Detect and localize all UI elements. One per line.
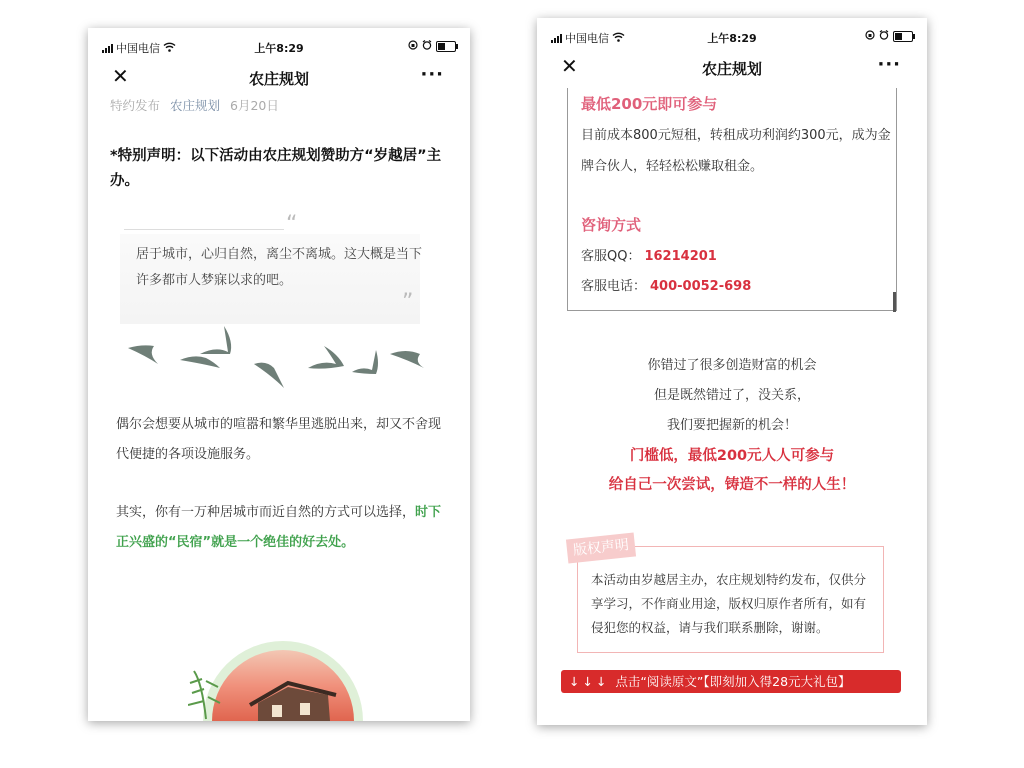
read-original-button[interactable] [561,670,901,693]
alarm-icon [879,30,889,43]
alarm-icon [422,40,432,53]
house-sunset-illustration [188,623,378,721]
contact-qq [581,245,717,264]
battery-icon [893,31,913,42]
down-arrows-icon: ↓↓↓ [569,674,610,689]
join-text: 目前成本800元短租，转租成功利润约300元，成为金牌合伙人，轻轻松松赚取租金。 [581,128,891,174]
status-bar [537,28,927,46]
close-icon[interactable]: ✕ [112,64,129,88]
qq-value[interactable]: 16214201 [644,249,717,264]
publish-date: 6月20日 [230,98,279,113]
meta-label: 特约发布 [110,98,161,113]
quote-open-mark: “ [286,212,298,237]
promo-line-2: 给自己一次尝试，铸造不一样的人生！ [608,477,856,493]
page-title: 农庄规划 [248,70,309,88]
close-icon[interactable]: ✕ [561,54,578,78]
status-time: 上午8:29 [254,42,304,55]
tel-value[interactable]: 400-0052-698 [650,279,752,294]
read-original-label: 点击“阅读原文”【即刻加入得28元大礼包】 [615,674,851,689]
status-time: 上午8:29 [707,32,757,45]
phone-screen-right [537,18,927,725]
quote-text: 居于城市，心归自然，离尘不离城。这大概是当下许多都市人梦寐以求的吧。 [136,247,423,288]
quote-close-mark: ” [402,290,414,315]
paragraph-minsu-plain: 其实，你有一万种居城市而近自然的方式可以选择， [116,505,416,520]
info-box-accent [893,292,896,312]
nav-bar [537,52,927,84]
page-title: 农庄规划 [701,60,762,78]
paragraph-escape: 偶尔会想要从城市的喧嚣和繁华里逃脱出来，却又不舍现代便捷的各项设施服务。 [116,417,442,462]
carrier-label: 中国电信 [565,32,609,45]
account-link[interactable]: 农庄规划 [170,98,221,113]
paragraph-minsu-highlight: 时下正兴盛的“民宿”就是一个绝佳的好去处。 [116,505,442,550]
status-bar [88,38,470,56]
article-meta [110,96,279,114]
paragraph-minsu [116,498,446,558]
phone-screen-left [88,28,470,721]
copyright-tag: 版权声明 [566,533,636,564]
rotation-lock-icon [408,40,418,53]
copyright-text: 本活动由岁越居主办，农庄规划特约发布，仅供分享学习，不作商业用途，版权归原作者所有，如有侵犯您的权益，请与我们联系删除，谢谢。 [591,572,867,635]
carrier-label: 中国电信 [116,42,160,55]
opportunity-line-1: 你错过了很多创造财富的机会 [647,358,817,373]
rotation-lock-icon [865,30,875,43]
tel-label: 客服电话： [581,279,647,294]
opportunity-line-2: 但是既然错过了，没关系， [653,388,810,403]
contact-title: 咨询方式 [581,216,642,234]
birds-illustration [124,324,434,396]
join-title: 最低200元即可参与 [581,95,718,113]
special-declaration: *特别声明：以下活动由农庄规划赞助方“岁越居”主办。 [110,148,442,189]
promo-line-1: 门槛低，最低200元人人可参与 [629,448,835,464]
nav-bar [88,62,470,94]
contact-phone [581,275,751,294]
qq-label: 客服QQ： [581,249,641,264]
more-options-icon[interactable]: ··· [877,54,901,75]
opportunity-line-3: 我们要把握新的机会！ [666,418,797,433]
quote-divider [124,229,284,230]
battery-icon [436,41,456,52]
more-options-icon[interactable]: ··· [420,64,444,85]
